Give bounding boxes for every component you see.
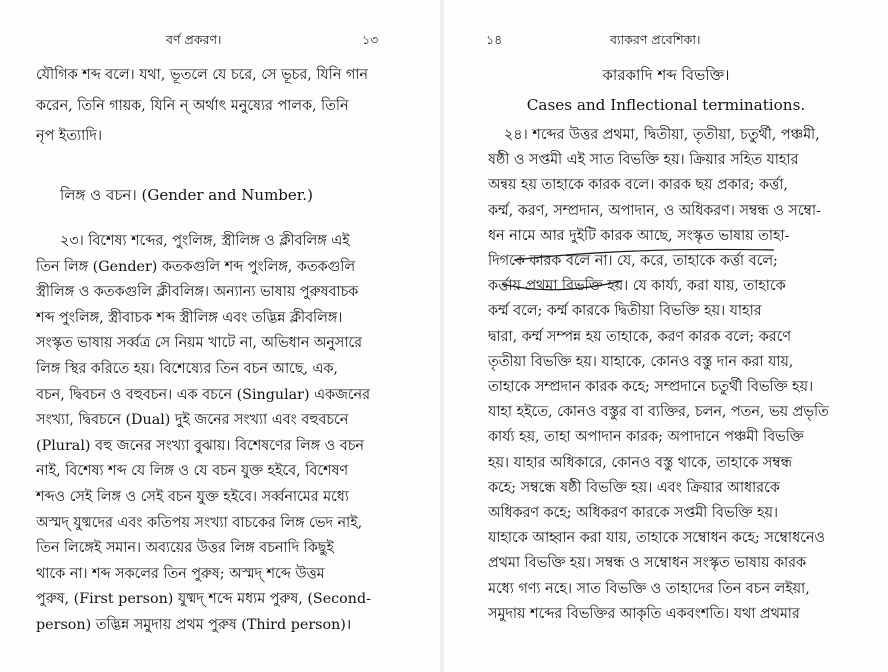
text-line: পুরুষ, (First person) যুষ্মদ্ শব্দে মধ্যম পুরুষ, (Second- [36, 591, 371, 608]
text-line: ষষ্ঠী ও সপ্তমী এই সাত বিভক্তি হয়। ক্রিয়ার সহিত যাহার [488, 152, 799, 169]
text-line: মধ্যে গণ্য নহে। সাত বিভক্তি ও তাহাদের তিন বচন লইয়া, [488, 580, 810, 597]
text-line: কর্ম্ম বলে; কর্ম্ম কারকে দ্বিতীয়া বিভক্তি হয়। যাহার [488, 303, 762, 320]
right-page-number: ১৪ [486, 32, 503, 47]
text-line: ২৩। বিশেষ্য শব্দের, পুংলিঙ্গ, স্ত্রীলিঙ্গ ও ক্লীবলিঙ্গ এই [60, 233, 350, 249]
text-line: কর্ম্ম, করণ, সম্প্রদান, অপাদান, ও অধিকরণ। সম্বন্ধ ও সম্বো- [488, 202, 821, 219]
text-line: অন্বয় হয় তাহাকে কারক বলে। কারক ছয় প্রকার; কর্ত্তা, [488, 177, 788, 194]
text-line: করেন, তিনি গায়ক, যিনি ন্ অর্থাৎ মনুষ্যের পালক, তিনি [36, 97, 349, 114]
text-line: তিন লিঙ্গেই সমান। অব্যয়ের উত্তর লিঙ্গ বচনাদি কিছুই [36, 540, 334, 557]
text-line: শব্দ পুংলিঙ্গ, স্ত্রীবাচক শব্দ স্ত্রীলিঙ্গ এবং তদ্ভিন্ন ক্লীবলিঙ্গ। [36, 309, 343, 326]
left-section-heading: লিঙ্গ ও বচন। (Gender and Number.) [60, 186, 313, 204]
right-title-bengali: কারকাদি শব্দ বিভক্তি। [602, 66, 730, 84]
text-line: সংখ্যা, দ্বিবচনে (Dual) দুই জনের সংখ্যা এবং বহুবচনে [36, 412, 349, 429]
right-running-head: ব্যাকরণ প্রবেশিকা। [610, 32, 701, 47]
text-line: অধিকরণ কহে; অধিকরণ কারকে সপ্তমী বিভক্তি হয়। [488, 505, 779, 521]
text-line: থাকে না। শব্দ সকলের তিন পুরুষ; অস্মদ্ শব্দে উত্তম [36, 565, 325, 582]
text-line: কর্ত্তায় প্রথমা বিভক্তি হয়। যে কার্য্য, করা যায়, তাহাকে [488, 278, 786, 295]
text-line: সংস্কৃত ভাষায় সর্ব্বত্র সে নিয়ম খাটে না, অভিধান অনুসারে [36, 335, 362, 352]
text-line: যাহা হইতে, কোনও বস্তুর বা ব্যক্তির, চলন, পতন, ভয় প্রভৃতি [488, 404, 829, 421]
text-line: ধন নামে আর দুইটি কারক আছে, সংস্কৃত ভাষায় তাহা- [488, 227, 790, 244]
text-line: ২৪। শব্দের উত্তর প্রথমা, দ্বিতীয়া, তৃতীয়া, চতুর্থী, পঞ্চমী, [504, 127, 820, 143]
text-line: তাহাকে সম্প্রদান কারক কহে; সম্প্রদানে চতুর্থী বিভক্তি হয়। [488, 379, 814, 395]
left-page [0, 0, 440, 672]
text-line: লিঙ্গ স্থির করিতে হয়। বিশেষ্যের তিন বচন আছে, এক, [36, 361, 338, 377]
text-line: শব্দও সেই লিঙ্গ ও সেই বচন যুক্ত হইবে। সর্ব্বনামের মধ্যে [36, 489, 349, 505]
text-line: (Plural) বহু জনের সংখ্যা বুঝায়। বিশেষণের লিঙ্গ ও বচন [36, 437, 364, 454]
text-line: person) তদ্ভিন্ন সমুদায় প্রথম পুরুষ (Third person)। [36, 617, 352, 633]
text-line: দ্বারা, কর্ম্ম সম্পন্ন হয় তাহাকে, করণ কারক বলে; করণে [488, 328, 792, 345]
text-line: যাহাকে আহ্বান করা যায়, তাহাকে সম্বোধন কহে; সম্বোধনেও [488, 530, 825, 547]
right-title-english: Cases and Inflectional terminations. [526, 96, 806, 114]
text-line: স্ত্রীলিঙ্গ ও কতকগুলি ক্লীবলিঙ্গ। অন্যান্য ভাষায় পুরুষবাচক [36, 284, 359, 301]
text-line: নৃপ ইত্যাদি। [36, 128, 102, 144]
right-page [444, 0, 888, 672]
text-line: প্রথমা বিভক্তি হয়। সম্বন্ধ ও সম্বোধন সংস্কৃত ভাষায় কারক [488, 555, 806, 572]
text-line: যৌগিক শব্দ বলে। যথা, ভূতলে যে চরে, সে ভূচর, যিনি গান [36, 67, 368, 83]
left-running-head: বর্ণ প্রকরণ। [166, 32, 222, 47]
text-line: নাই, বিশেষ্য শব্দ যে লিঙ্গ ও যে বচন যুক্ত হইবে, বিশেষণ [36, 463, 349, 480]
text-line: দিগকে কারক বলে না। যে, করে, তাহাকে কর্ত্তা বলে; [488, 253, 778, 269]
text-line: বচন, দ্বিবচন ও বহুবচন। এক বচনে (Singular) একজনের [36, 386, 370, 403]
text-line: সমুদায় শব্দের বিভক্তির আকৃতি একবংশতি। যথা প্রথমার [488, 605, 800, 622]
text-line: তিন লিঙ্গ (Gender) কতকগুলি শব্দ পুংলিঙ্গ, কতকগুলি [36, 258, 355, 275]
text-line: কহে; সম্বন্ধে ষষ্ঠী বিভক্তি হয়। এবং ক্রিয়ার আধারকে [488, 479, 780, 496]
text-line: তৃতীয়া বিভক্তি হয়। যাহাকে, কোনও বস্তু দান করা যায়, [488, 353, 794, 370]
text-line: কার্য্য হয়, তাহা অপাদান কারক; অপাদানে পঞ্চমী বিভক্তি [488, 429, 804, 446]
left-page-number: ১৩ [362, 32, 379, 47]
text-line: অস্মদ্ যুষ্মদের এবং কতিপয় সংখ্যা বাচকের লিঙ্গ ভেদ নাই, [36, 514, 363, 531]
text-line: হয়। যাহার অধিকারে, কোনও বস্তু থাকে, তাহাকে সম্বন্ধ [488, 454, 792, 471]
